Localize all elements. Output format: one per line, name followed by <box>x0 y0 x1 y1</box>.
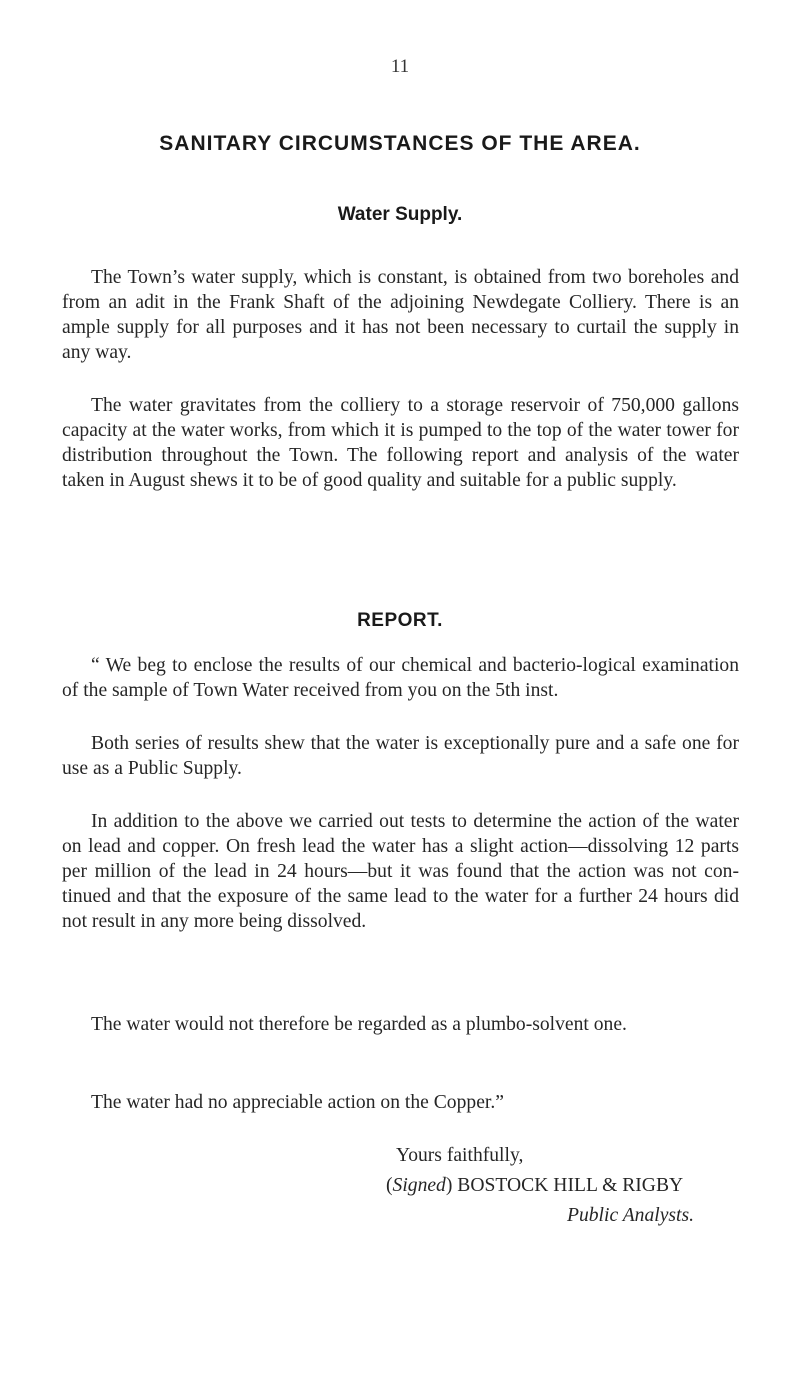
page-number: 11 <box>390 56 410 77</box>
signatory-title: Public Analysts. <box>567 1205 694 1226</box>
report-paragraph-copper: The water had no appreciable action on the Copper.” <box>91 1092 504 1113</box>
signed-label: Signed <box>392 1175 446 1196</box>
report-paragraph-plumbosolvency: The water would not therefore be regarded as a plumbo-solvent one. <box>91 1014 627 1035</box>
paragraph-water-source: The Town’s water supply, which is constant, is obtained from two boreholes and from an adit in the Frank Shaft of the adjoining Newdegate Colliery. There is an ample supply for all purposes and it has not been necessary to curtail the supply in any way. <box>62 267 739 363</box>
signatory-name: BOSTOCK HILL & RIGBY <box>457 1175 684 1196</box>
report-paragraph-lead-copper: In addition to the above we carried out tests to determine the action of the water on lead and copper. On fresh lead the water has a slight action—dissolving 12 parts per million of the lead in 24 hours—but it was found that the action was not con-tinued and that the exposure of the same lead to the water for a further 24 hours did not result in any more being dissolved. <box>62 811 739 932</box>
signature-line: (Signed) BOSTOCK HILL & RIGBY <box>386 1175 684 1196</box>
report-heading: REPORT. <box>357 610 443 631</box>
subsection-title: Water Supply. <box>337 204 463 225</box>
section-title: SANITARY CIRCUMSTANCES OF THE AREA. <box>159 132 641 155</box>
report-paragraph-intro: “ We beg to enclose the results of our chemical and bacterio-logical examination of the sample of Town Water received from you on the 5th inst. <box>62 655 739 701</box>
paragraph-water-distribution: The water gravitates from the colliery to a storage reservoir of 750,000 gallons capacity at the water works, from which it is pumped to the top of the water tower for distribution throughout the Town. The following report and analysis of the water taken in August shews it to be of good quality and suitable for a public supply. <box>62 395 739 491</box>
report-paragraph-results: Both series of results shew that the water is exceptionally pure and a safe one for use as a Public Supply. <box>62 733 739 779</box>
salutation: Yours faithfully, <box>396 1145 524 1166</box>
